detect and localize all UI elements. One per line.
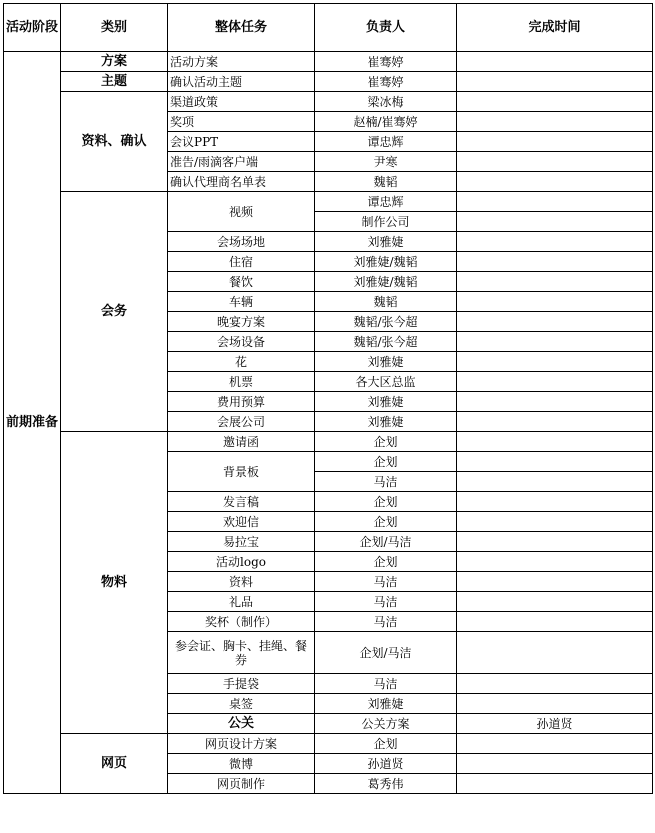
task-cell: 餐饮 (168, 272, 315, 292)
category-cell: 方案 (61, 52, 168, 72)
task-cell: 确认活动主题 (168, 72, 315, 92)
completion-time-cell (457, 232, 653, 252)
category-cell: 物料 (61, 432, 168, 734)
task-cell: 参会证、胸卡、挂绳、餐券 (168, 632, 315, 674)
completion-time-cell (457, 552, 653, 572)
header-stage: 活动阶段 (4, 4, 61, 52)
task-cell: 奖项 (168, 112, 315, 132)
table-row (4, 192, 653, 212)
task-cell: 视频 (168, 192, 315, 232)
task-cell: 发言稿 (168, 492, 315, 512)
completion-time-cell (457, 572, 653, 592)
task-cell: 活动方案 (168, 52, 315, 72)
stage-cell: 前期准备 (4, 52, 61, 794)
task-cell: 资料 (168, 572, 315, 592)
table-row (4, 72, 653, 92)
completion-time-cell (457, 132, 653, 152)
completion-time-cell (457, 632, 653, 674)
owner-cell: 企划 (315, 512, 457, 532)
owner-cell: 马洁 (315, 472, 457, 492)
owner-cell: 尹寒 (315, 152, 457, 172)
completion-time-cell (457, 694, 653, 714)
category-cell: 公关 (168, 714, 315, 734)
owner-cell: 赵楠/崔骞婷 (315, 112, 457, 132)
owner-cell: 马洁 (315, 592, 457, 612)
owner-cell: 崔骞婷 (315, 52, 457, 72)
task-cell: 会场设备 (168, 332, 315, 352)
task-cell: 欢迎信 (168, 512, 315, 532)
completion-time-cell (457, 412, 653, 432)
owner-cell: 魏韬 (315, 172, 457, 192)
owner-cell: 魏韬/张今超 (315, 332, 457, 352)
owner-cell: 魏韬 (315, 292, 457, 312)
completion-time-cell (457, 272, 653, 292)
header-owner: 负责人 (315, 4, 457, 52)
owner-cell: 葛秀伟 (315, 774, 457, 794)
task-cell: 网页设计方案 (168, 734, 315, 754)
task-cell: 花 (168, 352, 315, 372)
task-cell: 奖杯（制作） (168, 612, 315, 632)
task-cell: 背景板 (168, 452, 315, 492)
completion-time-cell (457, 72, 653, 92)
task-cell: 手提袋 (168, 674, 315, 694)
task-cell: 渠道政策 (168, 92, 315, 112)
task-cell: 邀请函 (168, 432, 315, 452)
task-cell: 会场场地 (168, 232, 315, 252)
completion-time-cell (457, 472, 653, 492)
completion-time-cell (457, 252, 653, 272)
task-cell: 活动logo (168, 552, 315, 572)
owner-cell: 孙道贤 (315, 754, 457, 774)
completion-time-cell (457, 352, 653, 372)
task-cell: 确认代理商名单表 (168, 172, 315, 192)
task-cell: 机票 (168, 372, 315, 392)
header-category: 类别 (61, 4, 168, 52)
completion-time-cell (457, 452, 653, 472)
owner-cell: 马洁 (315, 612, 457, 632)
owner-cell: 刘雅婕 (315, 352, 457, 372)
task-table (3, 3, 653, 794)
task-cell: 网页制作 (168, 774, 315, 794)
task-cell: 易拉宝 (168, 532, 315, 552)
header-task: 整体任务 (168, 4, 315, 52)
completion-time-cell (457, 212, 653, 232)
completion-time-cell (457, 774, 653, 794)
task-cell: 晚宴方案 (168, 312, 315, 332)
completion-time-cell (457, 432, 653, 452)
owner-cell: 马洁 (315, 674, 457, 694)
completion-time-cell (457, 152, 653, 172)
owner-cell: 各大区总监 (315, 372, 457, 392)
owner-cell: 企划 (315, 452, 457, 472)
header-row (4, 4, 653, 52)
owner-cell: 刘雅婕/魏韬 (315, 252, 457, 272)
task-cell: 车辆 (168, 292, 315, 312)
table-row (4, 734, 653, 754)
owner-cell: 企划/马洁 (315, 632, 457, 674)
completion-time-cell (457, 292, 653, 312)
completion-time-cell (457, 532, 653, 552)
completion-time-cell (457, 392, 653, 412)
owner-cell: 刘雅婕 (315, 694, 457, 714)
completion-time-cell (457, 192, 653, 212)
task-cell: 公关方案 (315, 714, 457, 734)
task-cell: 会展公司 (168, 412, 315, 432)
completion-time-cell (457, 754, 653, 774)
owner-cell: 马洁 (315, 572, 457, 592)
completion-time-cell (457, 332, 653, 352)
category-cell: 主题 (61, 72, 168, 92)
completion-time-cell (457, 172, 653, 192)
task-cell: 会议PPT (168, 132, 315, 152)
completion-time-cell (457, 492, 653, 512)
header-completion-time: 完成时间 (457, 4, 653, 52)
completion-time-cell (457, 734, 653, 754)
owner-cell: 刘雅婕 (315, 412, 457, 432)
owner-cell: 企划 (315, 734, 457, 754)
owner-cell: 谭忠辉 (315, 132, 457, 152)
owner-cell: 孙道贤 (457, 714, 653, 734)
completion-time-cell (457, 112, 653, 132)
task-cell: 礼品 (168, 592, 315, 612)
category-cell: 资料、确认 (61, 92, 168, 192)
owner-cell: 企划 (315, 552, 457, 572)
task-cell: 住宿 (168, 252, 315, 272)
owner-cell: 梁冰梅 (315, 92, 457, 112)
completion-time-cell (457, 612, 653, 632)
completion-time-cell (457, 592, 653, 612)
completion-time-cell (457, 92, 653, 112)
task-cell: 微博 (168, 754, 315, 774)
owner-cell: 制作公司 (315, 212, 457, 232)
task-cell: 准告/雨滴客户端 (168, 152, 315, 172)
owner-cell: 刘雅婕 (315, 232, 457, 252)
table-row (4, 432, 653, 452)
table-row (4, 52, 653, 72)
owner-cell: 刘雅婕/魏韬 (315, 272, 457, 292)
owner-cell: 企划/马洁 (315, 532, 457, 552)
category-cell: 会务 (61, 192, 168, 432)
owner-cell: 魏韬/张今超 (315, 312, 457, 332)
owner-cell: 企划 (315, 432, 457, 452)
task-cell: 费用预算 (168, 392, 315, 412)
owner-cell: 崔骞婷 (315, 72, 457, 92)
completion-time-cell (457, 52, 653, 72)
owner-cell: 企划 (315, 492, 457, 512)
owner-cell: 刘雅婕 (315, 392, 457, 412)
table-row (4, 92, 653, 112)
completion-time-cell (457, 372, 653, 392)
completion-time-cell (457, 512, 653, 532)
task-cell: 桌签 (168, 694, 315, 714)
completion-time-cell (457, 312, 653, 332)
completion-time-cell (457, 674, 653, 694)
owner-cell: 谭忠辉 (315, 192, 457, 212)
category-cell: 网页 (61, 734, 168, 794)
